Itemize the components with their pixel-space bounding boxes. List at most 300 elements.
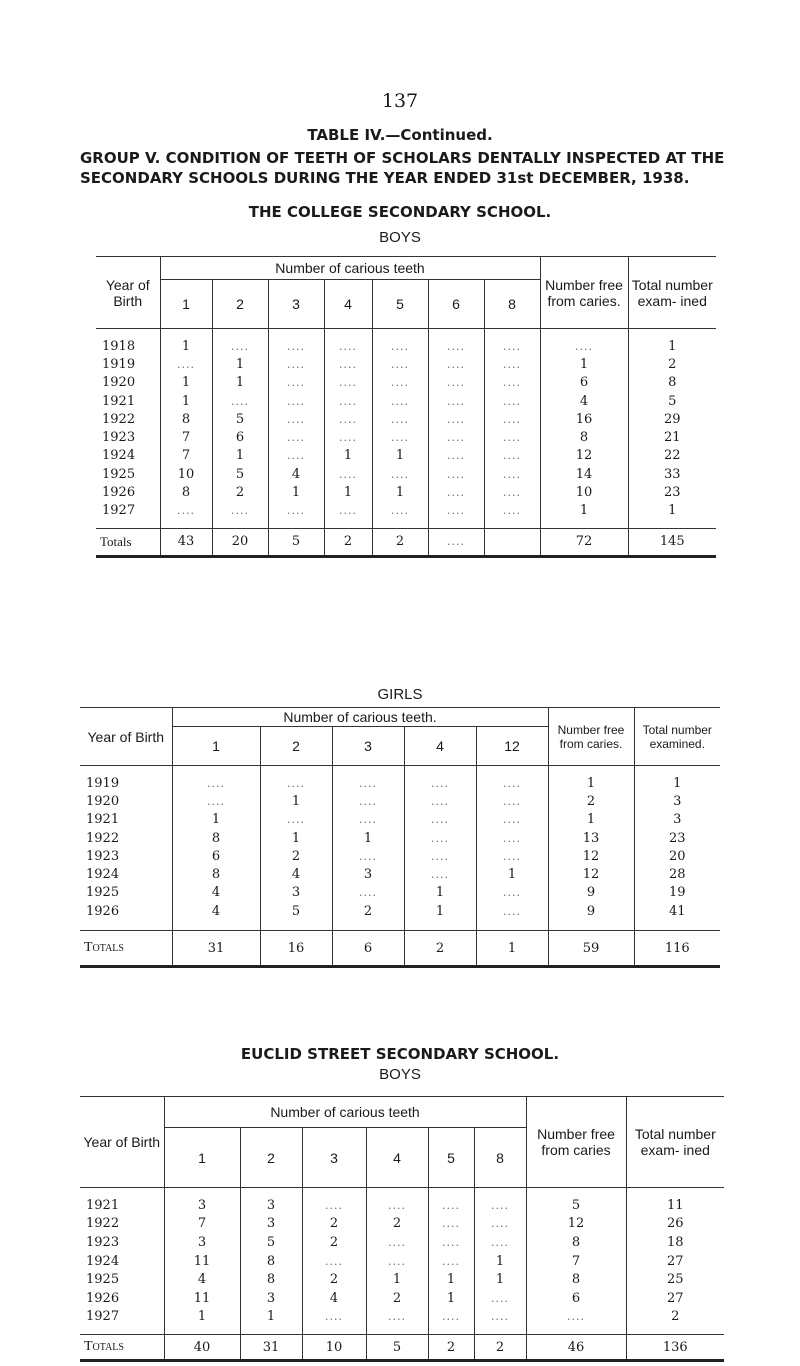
value-cell: .... <box>526 1308 626 1327</box>
value-cell: 1 <box>404 902 476 920</box>
value-cell: 5 <box>628 392 716 410</box>
value-cell: 4 <box>540 392 628 410</box>
value-cell: .... <box>484 410 540 428</box>
value-cell: .... <box>404 865 476 883</box>
value-cell: 5 <box>212 410 268 428</box>
value-cell: 1 <box>160 374 212 392</box>
year-cell: 1922 <box>102 411 136 427</box>
value-cell: 12 <box>548 847 634 865</box>
carious-col-header: 12 <box>476 727 548 766</box>
carious-col-header: 3 <box>268 280 324 329</box>
total-examined-header: Total number exam- ined <box>626 1097 724 1188</box>
carious-col-header: 3 <box>302 1128 366 1188</box>
spacer-row <box>96 520 716 529</box>
value-cell: .... <box>484 374 540 392</box>
year-cell: 1925 <box>86 1272 120 1288</box>
table-row <box>96 502 716 520</box>
value-cell: .... <box>404 774 476 792</box>
year-cell: 1922 <box>86 830 120 846</box>
value-cell: .... <box>404 792 476 810</box>
value-cell: .... <box>324 465 372 483</box>
value-cell: 25 <box>626 1270 724 1289</box>
value-cell: 1 <box>240 1308 302 1327</box>
value-cell: .... <box>332 884 404 902</box>
value-cell: .... <box>474 1196 526 1215</box>
value-cell: .... <box>324 337 372 355</box>
value-cell: 8 <box>526 1270 626 1289</box>
year-cell: 1926 <box>86 903 120 919</box>
value-cell: 4 <box>172 884 260 902</box>
spacer-row <box>80 920 720 931</box>
value-cell: 6 <box>540 374 628 392</box>
year-cell: 1927 <box>86 1309 120 1325</box>
value-cell: .... <box>484 483 540 501</box>
value-cell: 2 <box>302 1233 366 1252</box>
value-cell: .... <box>428 374 484 392</box>
table-row <box>96 355 716 373</box>
free-from-caries-header: Number free from caries. <box>540 257 628 329</box>
carious-col-header: 2 <box>260 727 332 766</box>
value-cell: .... <box>404 847 476 865</box>
year-cell: 1922 <box>86 1216 120 1232</box>
value-cell: 7 <box>160 447 212 465</box>
total-cell: 40 <box>164 1335 240 1361</box>
value-cell: 29 <box>628 410 716 428</box>
group-heading: GROUP V. CONDITION OF TEETH OF SCHOLARS DENTALLY INSPECTED AT THE SECONDARY SCHOOLS DURING THE YEAR ENDED 31st DECEMBER, 1938. <box>80 149 725 187</box>
value-cell: 8 <box>160 483 212 501</box>
value-cell: 1 <box>212 374 268 392</box>
carious-col-header: 2 <box>212 280 268 329</box>
table-row <box>96 428 716 446</box>
year-of-birth-header: Year of Birth <box>96 257 160 329</box>
value-cell: .... <box>212 392 268 410</box>
value-cell: 8 <box>240 1252 302 1271</box>
year-cell: 1920 <box>86 793 120 809</box>
value-cell: 1 <box>260 792 332 810</box>
total-examined-header: Total number examined. <box>634 708 720 766</box>
value-cell: 21 <box>628 428 716 446</box>
totals-label: Totals <box>84 1339 124 1355</box>
value-cell: 7 <box>160 428 212 446</box>
carious-col-header: 4 <box>366 1128 428 1188</box>
value-cell: 11 <box>164 1252 240 1271</box>
total-cell: 59 <box>548 931 634 967</box>
carious-teeth-header: Number of carious teeth <box>164 1097 526 1128</box>
value-cell: .... <box>332 847 404 865</box>
value-cell: 1 <box>628 337 716 355</box>
value-cell: .... <box>428 410 484 428</box>
value-cell: 5 <box>240 1233 302 1252</box>
value-cell: 3 <box>164 1196 240 1215</box>
value-cell: .... <box>366 1196 428 1215</box>
value-cell: 8 <box>240 1270 302 1289</box>
table-row <box>80 1270 724 1289</box>
value-cell: 1 <box>172 811 260 829</box>
carious-col-header: 1 <box>164 1128 240 1188</box>
total-cell: 72 <box>540 528 628 556</box>
carious-col-header: 3 <box>332 727 404 766</box>
value-cell: 2 <box>548 792 634 810</box>
value-cell: .... <box>260 774 332 792</box>
value-cell: .... <box>302 1252 366 1271</box>
value-cell: 27 <box>626 1252 724 1271</box>
year-cell: 1919 <box>102 356 136 372</box>
value-cell: .... <box>476 774 548 792</box>
value-cell: 41 <box>634 902 720 920</box>
year-cell: 1921 <box>86 1197 120 1213</box>
total-cell: 116 <box>634 931 720 967</box>
value-cell: .... <box>372 410 428 428</box>
value-cell: 1 <box>634 774 720 792</box>
total-cell: 5 <box>268 528 324 556</box>
value-cell: .... <box>540 337 628 355</box>
value-cell: .... <box>324 355 372 373</box>
spacer-row <box>80 1326 724 1335</box>
value-cell: 10 <box>160 465 212 483</box>
value-cell: 3 <box>634 811 720 829</box>
school1-girls-caption: GIRLS <box>377 686 423 703</box>
year-cell: 1924 <box>86 1253 120 1269</box>
value-cell: .... <box>302 1196 366 1215</box>
total-cell: .... <box>428 528 484 556</box>
value-cell: 20 <box>634 847 720 865</box>
totals-label: Totals <box>84 940 124 956</box>
value-cell: 28 <box>634 865 720 883</box>
value-cell: 9 <box>548 902 634 920</box>
value-cell: 2 <box>212 483 268 501</box>
value-cell: 33 <box>628 465 716 483</box>
year-cell: 1924 <box>86 867 120 883</box>
value-cell: 10 <box>540 483 628 501</box>
total-cell: 31 <box>172 931 260 967</box>
value-cell: .... <box>366 1308 428 1327</box>
total-cell: 1 <box>476 931 548 967</box>
table-row <box>80 847 720 865</box>
table-row <box>96 483 716 501</box>
year-cell: 1920 <box>102 375 136 391</box>
carious-col-header: 1 <box>160 280 212 329</box>
value-cell: 1 <box>372 447 428 465</box>
value-cell: .... <box>172 774 260 792</box>
value-cell: .... <box>428 1308 474 1327</box>
value-cell: 3 <box>260 884 332 902</box>
free-from-caries-header: Number free from caries. <box>548 708 634 766</box>
value-cell: .... <box>160 502 212 520</box>
value-cell: .... <box>476 811 548 829</box>
value-cell: 1 <box>324 483 372 501</box>
value-cell: 3 <box>332 865 404 883</box>
value-cell: .... <box>428 1233 474 1252</box>
value-cell: 5 <box>526 1196 626 1215</box>
value-cell: 1 <box>160 337 212 355</box>
value-cell: 1 <box>164 1308 240 1327</box>
year-cell: 1925 <box>102 466 136 482</box>
value-cell: .... <box>404 829 476 847</box>
value-cell: 1 <box>372 483 428 501</box>
school1-boys-caption: BOYS <box>379 229 421 246</box>
value-cell: 4 <box>164 1270 240 1289</box>
value-cell: .... <box>428 1196 474 1215</box>
value-cell: .... <box>302 1308 366 1327</box>
value-cell: .... <box>160 355 212 373</box>
value-cell: 8 <box>160 410 212 428</box>
value-cell: .... <box>268 447 324 465</box>
value-cell: 3 <box>240 1196 302 1215</box>
value-cell: .... <box>484 337 540 355</box>
value-cell: 1 <box>324 447 372 465</box>
value-cell: 26 <box>626 1215 724 1234</box>
value-cell: 2 <box>366 1215 428 1234</box>
free-from-caries-header: Number free from caries <box>526 1097 626 1188</box>
spacer-row <box>80 766 720 775</box>
value-cell: 4 <box>302 1289 366 1308</box>
totals-row <box>80 1335 724 1361</box>
value-cell: .... <box>404 811 476 829</box>
year-of-birth-header: Year of Birth <box>80 708 172 766</box>
value-cell: .... <box>324 410 372 428</box>
total-cell: 136 <box>626 1335 724 1361</box>
value-cell: 1 <box>474 1270 526 1289</box>
value-cell: 2 <box>302 1270 366 1289</box>
year-cell: 1923 <box>102 430 136 446</box>
year-cell: 1921 <box>102 393 136 409</box>
total-cell: 31 <box>240 1335 302 1361</box>
value-cell: .... <box>428 1252 474 1271</box>
value-cell: 4 <box>260 865 332 883</box>
year-cell: 1924 <box>102 448 136 464</box>
value-cell: .... <box>474 1289 526 1308</box>
value-cell: 8 <box>540 428 628 446</box>
value-cell: 7 <box>526 1252 626 1271</box>
value-cell: 1 <box>260 829 332 847</box>
value-cell: 1 <box>160 392 212 410</box>
totals-row <box>80 931 720 967</box>
value-cell: 8 <box>628 374 716 392</box>
euclid-boys-table <box>80 1096 724 1362</box>
value-cell: 27 <box>626 1289 724 1308</box>
value-cell: .... <box>324 392 372 410</box>
value-cell: 9 <box>548 884 634 902</box>
value-cell: 14 <box>540 465 628 483</box>
value-cell: 5 <box>212 465 268 483</box>
value-cell: 1 <box>212 447 268 465</box>
value-cell: .... <box>268 355 324 373</box>
value-cell: 19 <box>634 884 720 902</box>
carious-teeth-header: Number of carious teeth. <box>172 708 548 727</box>
total-cell: 10 <box>302 1335 366 1361</box>
carious-col-header: 5 <box>428 1128 474 1188</box>
value-cell: 1 <box>474 1252 526 1271</box>
value-cell: .... <box>428 1215 474 1234</box>
value-cell: .... <box>476 884 548 902</box>
value-cell: 23 <box>634 829 720 847</box>
value-cell: 2 <box>260 847 332 865</box>
value-cell: .... <box>268 410 324 428</box>
total-cell: 16 <box>260 931 332 967</box>
totals-row <box>96 528 716 556</box>
year-cell: 1926 <box>102 485 136 501</box>
carious-col-header: 1 <box>172 727 260 766</box>
value-cell: 1 <box>548 811 634 829</box>
value-cell: 6 <box>172 847 260 865</box>
carious-teeth-header: Number of carious teeth <box>160 257 540 280</box>
value-cell: 1 <box>428 1270 474 1289</box>
value-cell: 4 <box>268 465 324 483</box>
value-cell: 5 <box>260 902 332 920</box>
value-cell: 11 <box>164 1289 240 1308</box>
table-row <box>80 1196 724 1215</box>
total-cell: 145 <box>628 528 716 556</box>
value-cell: 3 <box>634 792 720 810</box>
table-row <box>96 410 716 428</box>
value-cell: 1 <box>628 502 716 520</box>
value-cell: .... <box>476 847 548 865</box>
value-cell: .... <box>484 355 540 373</box>
value-cell: 1 <box>540 502 628 520</box>
value-cell: .... <box>324 502 372 520</box>
year-cell: 1918 <box>102 338 136 354</box>
carious-col-header: 2 <box>240 1128 302 1188</box>
value-cell: .... <box>372 374 428 392</box>
spacer-row <box>80 1188 724 1197</box>
value-cell: 1 <box>540 355 628 373</box>
school1-name: THE COLLEGE SECONDARY SCHOOL. <box>248 203 552 221</box>
value-cell: 12 <box>548 865 634 883</box>
total-cell: 20 <box>212 528 268 556</box>
euclid-boys-body <box>80 1188 724 1361</box>
value-cell: .... <box>474 1308 526 1327</box>
total-cell <box>484 528 540 556</box>
value-cell: 12 <box>540 447 628 465</box>
table-row <box>80 902 720 920</box>
value-cell: .... <box>372 502 428 520</box>
value-cell: .... <box>428 502 484 520</box>
value-cell: .... <box>212 502 268 520</box>
college-girls-body <box>80 766 720 967</box>
total-cell: 2 <box>428 1335 474 1361</box>
page-number: 137 <box>381 90 419 112</box>
table-row <box>80 1215 724 1234</box>
carious-col-header: 8 <box>484 280 540 329</box>
table-row <box>96 465 716 483</box>
value-cell: 1 <box>268 483 324 501</box>
value-cell: 23 <box>628 483 716 501</box>
total-cell: 43 <box>160 528 212 556</box>
table-row <box>80 1289 724 1308</box>
total-cell: 46 <box>526 1335 626 1361</box>
value-cell: .... <box>268 502 324 520</box>
total-examined-header: Total number exam- ined <box>628 257 716 329</box>
value-cell: .... <box>260 811 332 829</box>
year-cell: 1926 <box>86 1290 120 1306</box>
carious-col-header: 5 <box>372 280 428 329</box>
value-cell: .... <box>484 465 540 483</box>
value-cell: 2 <box>626 1308 724 1327</box>
value-cell: 11 <box>626 1196 724 1215</box>
carious-col-header: 4 <box>324 280 372 329</box>
table-row <box>80 1233 724 1252</box>
value-cell: 12 <box>526 1215 626 1234</box>
value-cell: .... <box>474 1233 526 1252</box>
school2-boys-caption: BOYS <box>379 1066 421 1083</box>
table-row <box>96 337 716 355</box>
college-girls-table <box>80 707 720 968</box>
value-cell: 8 <box>172 865 260 883</box>
value-cell: 3 <box>164 1233 240 1252</box>
value-cell: 3 <box>240 1289 302 1308</box>
school2-name: EUCLID STREET SECONDARY SCHOOL. <box>240 1045 560 1063</box>
value-cell: 1 <box>332 829 404 847</box>
total-cell: 2 <box>372 528 428 556</box>
year-cell: 1923 <box>86 1234 120 1250</box>
value-cell: .... <box>428 337 484 355</box>
table-row <box>80 1252 724 1271</box>
table-row <box>80 811 720 829</box>
table-title: TABLE IV.—Continued. <box>307 126 493 144</box>
value-cell: 2 <box>302 1215 366 1234</box>
value-cell: 1 <box>212 355 268 373</box>
value-cell: .... <box>428 355 484 373</box>
value-cell: .... <box>484 428 540 446</box>
table-row <box>80 884 720 902</box>
value-cell: .... <box>474 1215 526 1234</box>
total-cell: 6 <box>332 931 404 967</box>
value-cell: .... <box>428 392 484 410</box>
table-row <box>80 774 720 792</box>
value-cell: 7 <box>164 1215 240 1234</box>
total-cell: 2 <box>324 528 372 556</box>
college-boys-table <box>96 256 716 558</box>
value-cell: .... <box>484 447 540 465</box>
year-cell: 1919 <box>86 775 120 791</box>
value-cell: .... <box>372 428 428 446</box>
table-row <box>80 1308 724 1327</box>
value-cell: 22 <box>628 447 716 465</box>
total-cell: 5 <box>366 1335 428 1361</box>
value-cell: 8 <box>526 1233 626 1252</box>
value-cell: 6 <box>212 428 268 446</box>
value-cell: .... <box>332 811 404 829</box>
value-cell: .... <box>372 337 428 355</box>
table-row <box>96 447 716 465</box>
value-cell: 6 <box>526 1289 626 1308</box>
college-boys-body <box>96 329 716 557</box>
value-cell: .... <box>332 774 404 792</box>
year-cell: 1925 <box>86 885 120 901</box>
value-cell: 1 <box>548 774 634 792</box>
total-cell: 2 <box>474 1335 526 1361</box>
value-cell: 8 <box>172 829 260 847</box>
value-cell: .... <box>324 428 372 446</box>
value-cell: 4 <box>172 902 260 920</box>
value-cell: 1 <box>366 1270 428 1289</box>
year-cell: 1921 <box>86 812 120 828</box>
year-cell: 1923 <box>86 848 120 864</box>
value-cell: 1 <box>476 865 548 883</box>
value-cell: .... <box>268 428 324 446</box>
value-cell: .... <box>172 792 260 810</box>
table-row <box>80 792 720 810</box>
value-cell: 18 <box>626 1233 724 1252</box>
value-cell: .... <box>372 392 428 410</box>
value-cell: .... <box>268 374 324 392</box>
value-cell: 2 <box>628 355 716 373</box>
carious-col-header: 8 <box>474 1128 526 1188</box>
totals-label: Totals <box>100 533 132 549</box>
value-cell: .... <box>428 465 484 483</box>
value-cell: .... <box>476 902 548 920</box>
spacer-row <box>96 329 716 338</box>
